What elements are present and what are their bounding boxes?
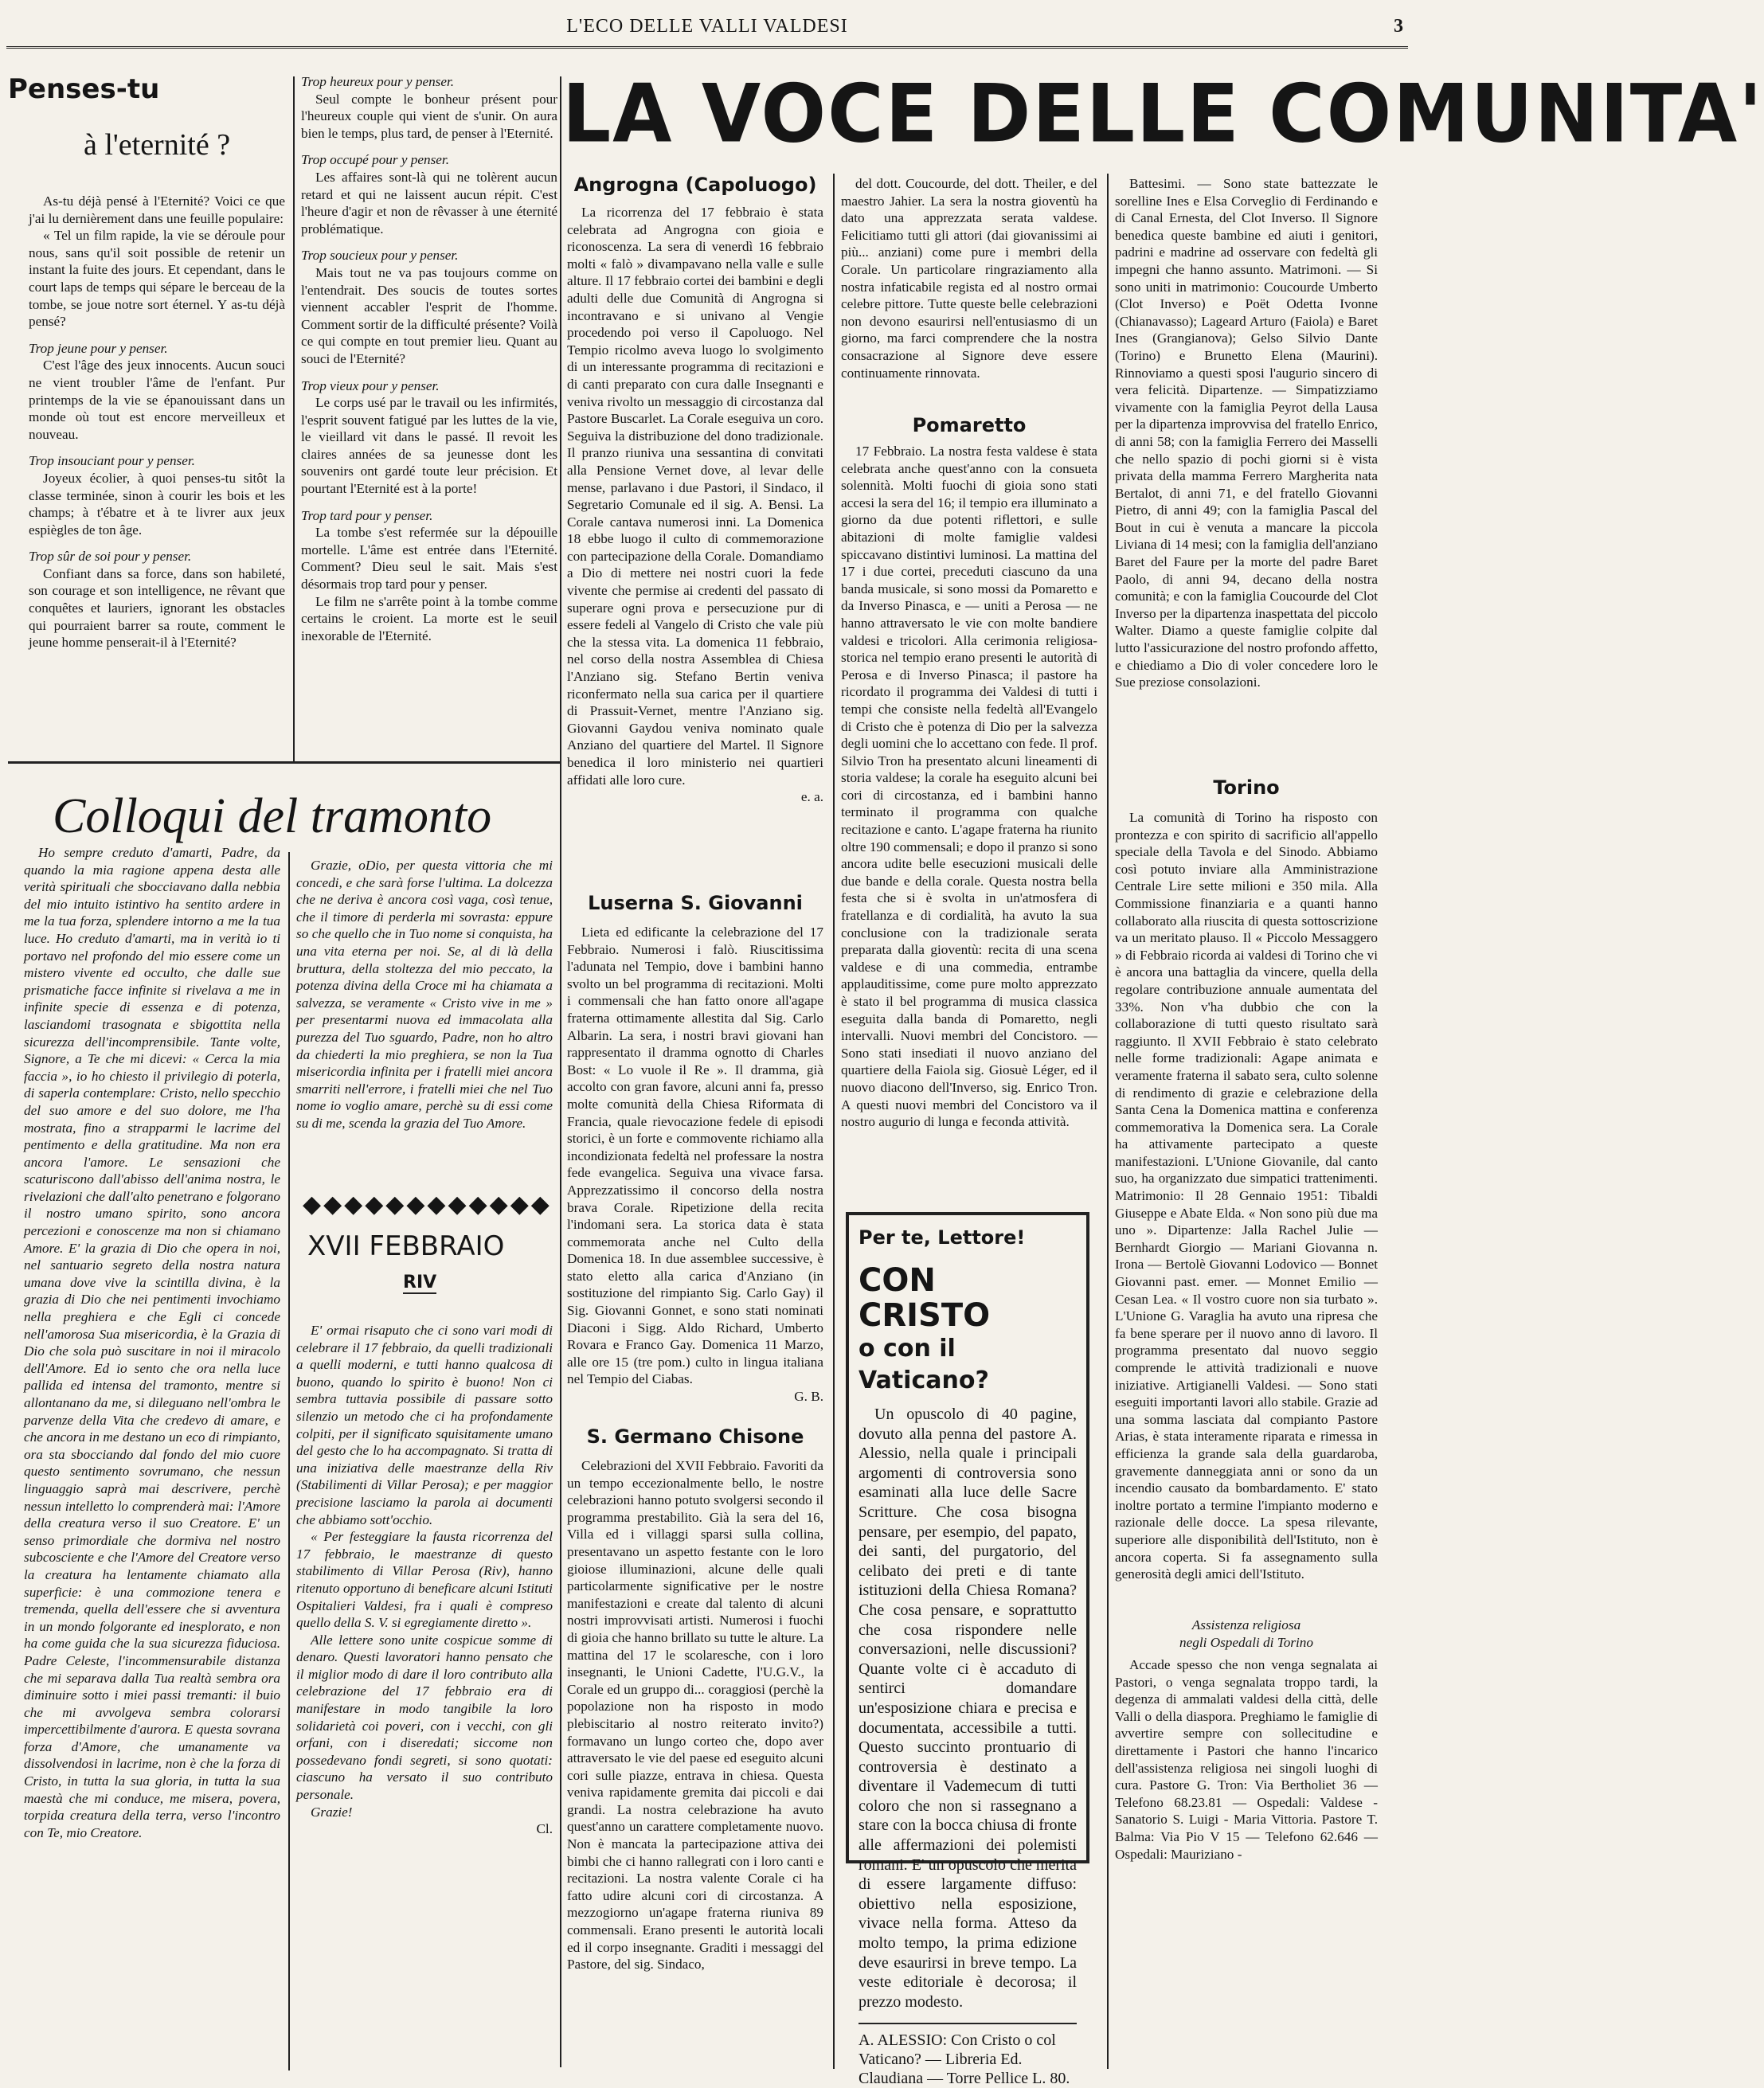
penses-para: Les affaires sont-là qui ne tolèrent aucun retard et qui ne laissent aucun répit. C'est l'heure d'agir et non de rêvasser à une éternité problématique. [301, 169, 557, 237]
assistenza-heading [1115, 1617, 1378, 1651]
penses-column-2 [301, 73, 557, 758]
section-rule [8, 761, 560, 764]
riv-subtitle: RIV [403, 1273, 437, 1292]
colloqui-para: Ho sempre creduto d'amarti, Padre, da quando la mia ragione appena desta alle verità spirituali che sbocciavano dalla nebbia del mio intuito istintivo ha sentito ardere in me la tua forza, splendere intorno a me la tua luce. Ho creduto d'amarti, ma in verità io ti portavo nel profondo del mio essere come un mistero vivente ed occulto, che dalle sue prismatiche facce infinite si rivelava a me in infinite specie di essenza e di potenza, lasciandomi trasognata e sbigottita nella sicurezza dell'incomprensibile. Tante volte, Signore, a Te che mi dicevi: « Cerca la mia faccia », io ho chiesto il privilegio di poterla, di saperla contemplare: Cristo, nello specchio del suo amore e del suo dolore, me l'ha mostrata, fino a strapparmi le lacrime del pentimento e della gratitudine. Ma non era ancora l'amore. Le sensazioni che scaturiscono dall'abisso dell'anima nostra, le rivelazioni che dall'alto penetrano e folgorano il nostro umano spirito, sono ancora percezioni e conoscenze ma non si chiamano Amore. E' la grazia di Dio che opera in noi, nel santuario segreto della nostra natura umana dove vive la scintilla divina, è la grazia di Dio che nei pentimenti invochiamo nella preghiera e che Egli ci concede nell'amorosa Sua misericordia, è la Grazia di Dio che sola può suscitare in noi il miracolo dell'Amore. Ed io sento che ora nella luce pallida ed intensa del tramonto, mentre si allontanano da me, si dileguano nell'ombra le parvenze della Vita che credevo di amare, e che ancora in me destano un eco di rimpianto, ora sta sbocciando dal fondo del mio cuore questo sentimento sovrumano, che nessun linguaggio saprà mai descrivere, perchè nessun intelletto lo comprenderà mai: l'Amore della creatura verso il suo Creatore. E' un senso primordiale che dormiva nel nostro subcosciente e che l'Amore del Creatore verso la creatura ha lentamente chiamato alla superficie: è una commozione tenera e tremenda, quella dell'essere che si avventura in un mondo folgorante ed inesplorato, e non ha come guida che la sua sicurezza fiduciosa. Padre Celeste, l'incommensurabile distanza che mi separava dalla Tua realtà sembra ora diminuire sotto i miei passi tremanti: il buio che mi avvolgeva sembra colorarsi impercettibilmente d'aurora. E questa sovrana forza d'Amore, che umanamente va dissolvendosi in lacrime, non è che la forza di Cristo, in tutta la sua gloria, in tutta la sua maestà che mi conduce, me misera, povera, torpida creatura della terra, verso l'incontro con Te, mio Creatore. [24, 845, 280, 1840]
column-rule [288, 852, 290, 2070]
penses-subhead: Trop jeune pour y penser. [29, 340, 168, 356]
xvii-para: « Per festeggiare la fausta ricorrenza del 17 febbraio, le maestranze di questo stabilimento di Villar Perosa (Riv), hanno ritenuto opportuno di beneficare alcuni Istituti Ospitalieri Valdesi, fra i quali è compreso quello della S. V. si egregiamente diretto ». [296, 1529, 553, 1631]
luserna-text: Lieta ed edificante la celebrazione del 17 Febbraio. Numerosi i falò. Riuscitissima l'adunata nel Tempio, dove i bambini hanno svolto un bel programma di recitazioni. Molti i commensali che han fatto onore all'agape fraterna ottimamente allestita dal Sig. Carlo Albarin. La sera, i nostri bravi giovani han rappresentato il dramma ognotto di Charles Bost: « Lo vuole il Re ». Il dramma, già accolto con gran favore, alcuni anni fa, presso molte comunità della Chiesa Riformata di Francia, quale rievocazione fedele di episodi storici, è un forte e commovente richiamo alla incondizionata fedeltà nel professare la nostra fede evangelica. Seguiva una vivace farsa. Apprezzatissimo il concorso della nostra brava Corale. Ripetizione della recita l'indomani sera. La storica data è stata commemorata anche nel Culto della Domenica 18. In due assemblee successive, è stato eletto alla carica d'Anziano (in sostituzione del rimpianto Sig. Carlo Gay) il Sig. Giovanni Gonnet, e sono stati nominati Diaconi i Sigg. Aldo Richard, Umberto Rovara e Franco Gay. Domenica 11 Marzo, alle ore 15 (tre pom.) culto in lingua italiana nel Tempio del Ciabas. [567, 925, 823, 1387]
assistenza-text: Accade spesso che non venga segnalata ai Pastori, o venga segnalata troppo tardi, la degenza di ammalati valdesi della città, delle Valli o della diaspora. Preghiamo le famiglie di avvertire sempre con sollecitudine e direttamente i Pastori che hanno l'incarico dell'assistenza religiosa nei singoli luoghi di cura. Pastore G. Tron: Via Bertholiet 36 — Telefono 68.23.81 — Ospedali: Valdese - Sanatorio S. Luigi - Maria Vittoria. Pastore T. Balma: Via Pio V 15 — Telefono 62.646 — Ospedali: Mauriziano - [1115, 1657, 1378, 1862]
xvii-para: Alle lettere sono unite cospicue somme di denaro. Questi lavoratori hanno pensato che il miglior modo di dare il loro contributo alla celebrazione del 17 febbraio era di manifestare in modo tangibile la loro solidarietà coi poveri, con i vecchi, con gli orfani, con i diseredati; siccome non possedevano fondi segreti, si sono quotati: ciascuno ha versato il suo contributo personale. [296, 1632, 553, 1803]
germano-column [567, 1457, 823, 2075]
xvii-para: E' ormai risaputo che ci sono vari modi di celebrare il 17 febbraio, da quelli tradizionali a quelli moderni, e tutti hanno qualcosa di buono, quando lo spirito è buono! Non ci sembra tuttavia possibile di passare sotto silenzio un metodo che ci ha profondamente colpiti, per il significato squisitamente umano del gesto che lo ha accompagnato. Si tratta di una iniziativa delle maestranze della Riv (Stabilimenti di Villar Perosa); e per maggior precisione lasciamo la parola ai documenti che abbiamo sott'occhio. [296, 1323, 553, 1527]
colloqui-para: Grazie, oDio, per questa vittoria che mi concedi, e che sarà forse l'ultima. La dolcezza che ne deriva è ancora così vaga, così tenue, che il timore di perderla mi sovrasta: eppure so che quello che in Tuo nome si conquista, ha una vita eterna per noi. Se, al di là della bruttura, della stoltezza del mio peccato, la potenza divina della Croce mi ha chiamata a salvezza, se veramente « Cristo vive in me » per presentarmi nuova ed immacolata alla purezza del Tuo sguardo, Padre, non ho altro da chiederti la mio preghiera, se non la Tua misericordia infinita per i fratelli miei ancora smarriti nell'errore, i fratelli miei che nel Tuo nome io voglio amare, perchè su di essi come su di me, scenda la grazia del Tuo Amore. [296, 858, 553, 1131]
penses-column-1 [29, 193, 285, 747]
assistenza-column [1115, 1656, 1378, 2070]
voce-delle-comunita-title: LA VOCE DELLE COMUNITA' [562, 67, 1764, 161]
assistenza-subtitle: negli Ospedali di Torino [1179, 1634, 1313, 1650]
penses-para: « Tel un film rapide, la vie se déroule pour nous, sans qu'il soit possible de retenir un instant la fuite des jours. Et cependant, dans le court laps de temps qui sépare le berceau de la tombe, se joue notre sort éternel. Y as-tu déjà pensé? [29, 228, 285, 330]
luserna-column [567, 924, 823, 1417]
penses-para: Mais tout ne va pas toujours comme on l'entendrait. Des soucis de toutes sortes viennent accabler l'esprit de l'homme. Comment sortir de la difficulté présente? Voilà ce qui compte en tout premier lieu. Quant au souci de l'Eternité? [301, 264, 557, 366]
column-rule [293, 76, 295, 761]
colloqui-title: Colloqui del tramonto [53, 789, 492, 843]
penses-para: Le film ne s'arrête point à la tombe comme certains le croient. La morte est le seuil inexorable de l'Eternité. [301, 593, 557, 643]
pomaretto-column [841, 443, 1097, 1191]
germano-continuation [841, 175, 1097, 381]
penses-subhead: Trop soucieux pour y penser. [301, 248, 459, 264]
penses-title-line2: à l'eternité ? [84, 128, 231, 162]
box-text: Un opuscolo di 40 pagine, dovuto alla penna del pastore A. Alessio, nella quale i principali argomenti di controversia sono esaminati alla luce delle Sacre Scritture. Che cosa bisogna pensare, per esempio, del papato, dei santi, del purgatorio, del celibato dei preti e di tante istituzioni della Chiesa Romana? Che cosa pensare, e soprattutto che cosa rispondere nelle conversazioni, nelle discussioni? Quante volte ci è accaduto di sentirci domandare un'esposizione chiara e precisa e documentata, accessibile a tutti. Questo succinto prontuario di controversia è destinato a diventare il Vademecum di tutti coloro che non si rassegnano a stare con la bocca chiusa di fronte alle affermazioni dei polemisti romani. E' un opuscolo che merita di essere largamente diffuso: obiettivo nella esposizione, vivace nella forma. Atteso da molto tempo, la prima edizione deve esaurirsi in breve tempo. La veste editoriale è decorosa; il prezzo modesto. [859, 1406, 1077, 2011]
luserna-heading: Luserna S. Giovanni [588, 892, 803, 914]
penses-title-line1: Penses-tu [8, 73, 160, 105]
xvii-signature: Cl. [536, 1821, 553, 1837]
assistenza-title: Assistenza religiosa [1191, 1617, 1301, 1632]
box-title-line2: o con il Vaticano? [859, 1335, 989, 1394]
newspaper-title: L'ECO DELLE VALLI VALDESI [566, 16, 848, 37]
column-rule [833, 174, 835, 2069]
colloqui-column-2 [296, 857, 553, 1183]
continuation-text: del dott. Coucourde, del dott. Theiler, e del maestro Jahier. La sera la nostra gioventù ha dato una apprezzata serata valdese. Felicitiamo tutti gli attori (dai giovanissimi ai più... anziani) come pure i membri della Corale. Un particolare ringraziamento alla nostra infaticabile regista ed al nostro ormai celebre pittore. Tutte queste belle celebrazioni non devono esaurirsi nell'entusiasmo di un giorno, ma farci comprendere che la nostra consacrazione al Signore deve essere continuamente rinnovata. [841, 176, 1097, 381]
angrogna-heading: Angrogna (Capoluogo) [573, 174, 817, 196]
page-number: 3 [1394, 16, 1403, 37]
penses-subhead: Trop tard pour y penser. [301, 507, 433, 523]
xvii-febbraio-title: XVII FEBBRAIO [307, 1230, 505, 1262]
penses-para: Joyeux écolier, à quoi penses-tu sitôt la classe terminée, sinon à courir les bois et les champs; à t'ébatre et à te livrer aux jeux espiègles de ton âge. [29, 470, 285, 538]
xvii-para: Grazie! [311, 1804, 353, 1820]
box-heading: Per te, Lettore! [859, 1226, 1026, 1249]
penses-para: C'est l'âge des jeux innocents. Aucun souci ne vient troubler l'âme de l'enfant. Pur printemps de la vie se épanouissant dans un monde où tout est encore merveilleux et nouveau. [29, 358, 285, 442]
penses-para: Confiant dans sa force, dans son habileté, son courage et son intelligence, ne rêvant que conquêtes et lauriers, ignorant les obstacles qui pourraient barrer sa route, comment le jeune homme penserait-il à l'Eternité? [29, 565, 285, 651]
torino-text: La comunità di Torino ha risposto con prontezza e con spirito di sacrificio all'appello speciale della Tavola e del Sinodo. Abbiamo così potuto inviare alla Amministrazione Centrale Lire sette milioni e 350 mila. Alla Commissione finanziaria e a quanti hanno collaborato alla riuscita di questa sottoscrizione va un meritato plauso. Il « Piccolo Messaggero » di Febbraio ricorda ai valdesi di Torino che vi è ancora una battaglia da vincere, quella della regolare contribuzione annuale aumentata del 33%. Non v'ha dubbio che con la collaborazione di tutti questo risultato sarà raggiunto. Il XVII Febbraio è stato celebrato nelle forme tradizionali: Agape animata e veramente fraterna il sabato sera, culto solenne di rendimento di grazie e celebrazione della Santa Cena la Domenica mattina e conferenza commemorativa la Domenica sera. La Corale ha attivamente partecipato a queste manifestazioni. L'Unione Giovanile, dal canto suo, ha organizzato due simpatici trattenimenti. Matrimonio: Il 28 Gennaio 1951: Tibaldi Giuseppe e Abate Elda. « Non sono più due ma uno ». Dipartenze: Jalla Rachel Julie — Bernhardt Giorgio — Mariani Giovanna n. Irona — Bertolè Giovanni Lodovico — Bonnet Giovanni past. emer. — Monnet Emilio — Cesan Lea. « Il vostro cuore non sia turbato ». L'Unione G. Varaglia ha avuto una ripresa che fa bene sperare per il nuovo anno di lavoro. Il programma presentato dal nuovo seggio comprende le attività tradizionali e nuove iniziative. Artigianelli Valdesi. — Sono stati eseguiti importanti lavori allo stabile. Grazie ad una somma lasciata dal compianto Pastore Arias, è stata interamente riparata e rimessa in efficienza la grande sala della guardaroba, gravemente danneggiata anni or sono da un incendio causato da bombardamento. E' stato inoltre portato a termine l'impianto moderno e razionale delle docce. La spesa rilevante, superiore alle disponibilità dell'Istituto, non è ancora coperta. Si fa assegnamento sulla generosità degli amici dell'Istituto. [1115, 810, 1378, 1582]
penses-para: Seul compte le bonheur présent pour l'heureux couple qui vient de s'unir. On aura bien le temps, plus tard, de penser à l'Eternité. [301, 91, 557, 141]
penses-para: La tombe s'est refermée sur la dépouille mortelle. L'âme est entrée dans l'Eternité. Comment? Dieu seul le sait. Mais s'est désormais trop tard pour y penser. [301, 525, 557, 592]
pomaretto-heading: Pomaretto [912, 414, 1027, 436]
column-rule [560, 76, 561, 2067]
colloqui-column-1 [24, 844, 280, 2070]
penses-subhead: Trop sûr de soi pour y penser. [29, 549, 192, 565]
germano-heading: S. Germano Chisone [586, 1425, 804, 1448]
column-rule [1107, 174, 1109, 2069]
penses-para: As-tu déjà pensé à l'Eternité? Voici ce que j'ai lu dernièrement dans une feuille populaire: [29, 194, 285, 226]
penses-para: Le corps usé par le travail ou les infirmités, l'esprit souvent fatigué par les luttes de la vie, le vieillard vit dans le passé. Il revoit les claires années de sa jeunesse dont les souvenirs ont gardé toute leur précision. Et pourtant l'Eternité est à la porte! [301, 395, 557, 497]
box-footer: A. ALESSIO: Con Cristo o col Vaticano? — Libreria Ed. Claudiana — Torre Pellice L. 80. [859, 2023, 1077, 2088]
advertisement-box [846, 1212, 1089, 2088]
angrogna-text: La ricorrenza del 17 febbraio è stata celebrata ad Angrogna con gioia e riconoscenza. La sera di venerdì 16 febbraio molti « falò » divampavano nella valle e sulle alture. Il 17 febbraio cortei dei bambini e degli adulti delle due Comunità di Angrogna si incontravano e si univano al Vengie procedendo poi verso il Capoluogo. Nel Tempio ricolmo aveva luogo lo svolgimento di un interessante programma di recitazioni e di canti preparato con cura dalle Insegnanti e veniva rivolto un messaggio di circostanza dal Pastore Buscarlet. La Corale eseguiva un coro. Seguiva la distribuzione del dono tradizionale. Il pranzo riuniva una sessantina di convitati alla Pensione Vernet dove, al levar delle mense, parlavano i due Pastori, il Sindaco, il Segretario Comunale ed il sig. A. Bensi. La Corale cantava numerosi inni. La Domenica 18 ebbe luogo il culto di commemorazione con partecipazione della Corale. Domandiamo a Dio di mettere nei nostri cuori la fede vivente che permise ai credenti del passato di superare ogni prova e persecuzione pur di essere fedeli al Vangelo di Cristo che vale più che la stessa vita. La domenica 11 febbraio, nel corso della nostra Assemblea di Chiesa l'Anziano sig. Stefano Bertin veniva riconfermato nella sua carica per il quartiere di Prassuit-Vernet, mentre l'Anziano sig. Giovanni Gaydou veniva nominato quale Anziano del quartiere del Martel. Il Signore benedica il loro ministerio nei quartieri affidati alle loro cure. [567, 205, 823, 788]
pomaretto-notices-column [1115, 175, 1378, 764]
germano-text: Celebrazioni del XVII Febbraio. Favoriti da un tempo eccezionalmente bello, le nostre celebrazioni hanno potuto svolgersi secondo il programma prestabilito. Già la sera del 16, Villa ed i villaggi sparsi sulla collina, presentavano un aspetto festante con le loro gioiose illuminazioni, alcune delle quali particolarmente significative per le nostre manifestazioni e create dal talento di alcuni nostri improvvisati artisti. Numerosi i fuochi di gioia che hanno brillato su tutte le alture. La mattina del 17 le scolaresche, con i loro insegnanti, le Unioni Cadette, l'U.G.V., la Corale ed un gruppo di... coraggiosi (perchè la popolazione non ha risposto in modo plebiscitario al nostro reiterato invito?) formavano un lungo corteo che, dopo aver attraversato le vie del paese ed eseguito alcuni cori sulle piazze, entrava in chiesa. Questa veniva rapidamente gremita dai piccoli e dai grandi. La nostra celebrazione ha avuto quest'anno un carattere completamente nuovo. Non è mancata la partecipazione attiva dei bimbi che ci hanno rallegrati con i loro canti e recitazioni. La nostra valente Corale ci ha fatto udire alcuni cori di circostanza. A mezzogiorno un'agape fraterna riuniva 89 commensali. Erano presenti le autorità locali ed il corpo insegnante. Graditi i messaggi del Pastore, del sig. Sindaco, [567, 1458, 823, 1973]
decorative-diamond-border: ◆◆◆◆◆◆◆◆◆◆◆◆ [303, 1191, 552, 1218]
pomaretto-text: 17 Febbraio. La nostra festa valdese è stata celebrata anche quest'anno con la consueta solennità. Molti fuochi di gioia sono stati accesi la sera del 16; il tempio era illuminato a giorno da due potenti riflettori, e sulle abitazioni di molte famiglie valdesi spiccavano distintivi luminosi. La mattina del 17 i due cortei, preceduti ciascuno da una banda musicale, si sono mossi da Pomaretto e da Inverso Pinasca, e — uniti a Perosa — ne hanno attraversato le vie con molte bandiere valdesi e tricolori. Alla cerimonia religiosa-storica nel tempio erano presenti le autorità di Perosa e di Inverso Pinasca; il pastore ha ricordato il programma dei Valdesi di tutti i tempi che consiste nella fedeltà all'Evangelo di Cristo che è potenza di Dio per la salvezza degli uomini che lo accettano con fede. Il prof. Silvio Tron ha presentato alcuni lineamenti di storia valdese; la corale ha eseguito alcuni bei cori di circostanza, ed i bambini hanno terminato il programma con qualche recitazione e canto. L'agape fraterna ha riunito oltre 190 commensali; e dopo il pranzo si sono ancora udite belle esecuzioni musicali delle due bande e della corale. Questa nostra bella festa che si è svolta in un'atmosfera di fratellanza e di cordialità, ha avuto la sua conclusione con la tradizionale serata preparata dalla gioventù: recita di una scena valdese e di una commedia, entrambe applauditissime, come pure molto apprezzato è stato il bel programma di musica classica eseguita dalla banda di Pomaretto, negli intervalli. Nuovi membri del Concistoro. — Sono stati insediati il nuovo anziano del quartiere della Faiola sig. Giosuè Léger, ed il nuovo diacono dell'Inverso, sig. Enrico Tron. A questi nuovi membri del Concistoro va il nostro augurio di lunga e feconda attività. [841, 444, 1097, 1130]
notices-text: Battesimi. — Sono state battezzate le sorelline Ines e Elsa Corveglio di Ferdinando e di Canal Ernesta, del Clot Inverso. Il Signore benedica queste bambine ed aiuti i genitori, padrini e madrine ad osservare con fedeltà gli impegni che hanno assunto. Matrimoni. — Si sono uniti in matrimonio: Coucourde Umberto (Clot Inverso) e Poët Odetta Ivonne (Chianavasso); Lageard Arturo (Faiola) e Baret Ines (Grangianova); Gelso Silvio Dante (Torino) e Brunetto Elena (Maurini). Rinnoviamo a questi sposi l'augurio sincero di vera felicità. Dipartenze. — Simpatizziamo vivamente con la famiglia Peyrot della Lausa per la dipartenza improvvisa del fratello Enrico, di anni 58; con la famiglia Ferrero dei Masselli che nello spazio di pochi giorni si è vista privata della mamma Ferrero Margherita nata Bertalot, di anni 71, e del fratello Giovanni Pietro, di anni 49; con la famiglia Pascal del Bout in cui è venuta a mancare la piccola Liviana di 14 mesi; con la famiglia dell'anziano Baret del Faure per la morte del padre Baret Paolo, di anni 94, decano della nostra comunità; e con la famiglia Coucourde del Clot Inverso per la dipartenza inaspettata del piccolo Walter. Diamo a queste famiglie colpite dal lutto l'assicurazione del nostro profondo affetto, e chiediamo a Dio di voler concedere loro le Sue preziose consolazioni. [1115, 176, 1378, 690]
luserna-signature: G. B. [794, 1389, 823, 1405]
penses-subhead: Trop vieux pour y penser. [301, 377, 440, 393]
penses-subhead: Trop occupé pour y penser. [301, 152, 450, 168]
torino-column [1115, 809, 1378, 1613]
header-rule [6, 46, 1408, 49]
xvii-column [296, 1322, 553, 2063]
torino-heading: Torino [1213, 776, 1280, 799]
angrogna-column [567, 204, 823, 897]
box-title-line1: CON CRISTO [859, 1262, 991, 1334]
penses-subhead: Trop insouciant pour y penser. [29, 453, 195, 469]
penses-subhead: Trop heureux pour y penser. [301, 74, 455, 89]
angrogna-signature: e. a. [800, 789, 823, 805]
